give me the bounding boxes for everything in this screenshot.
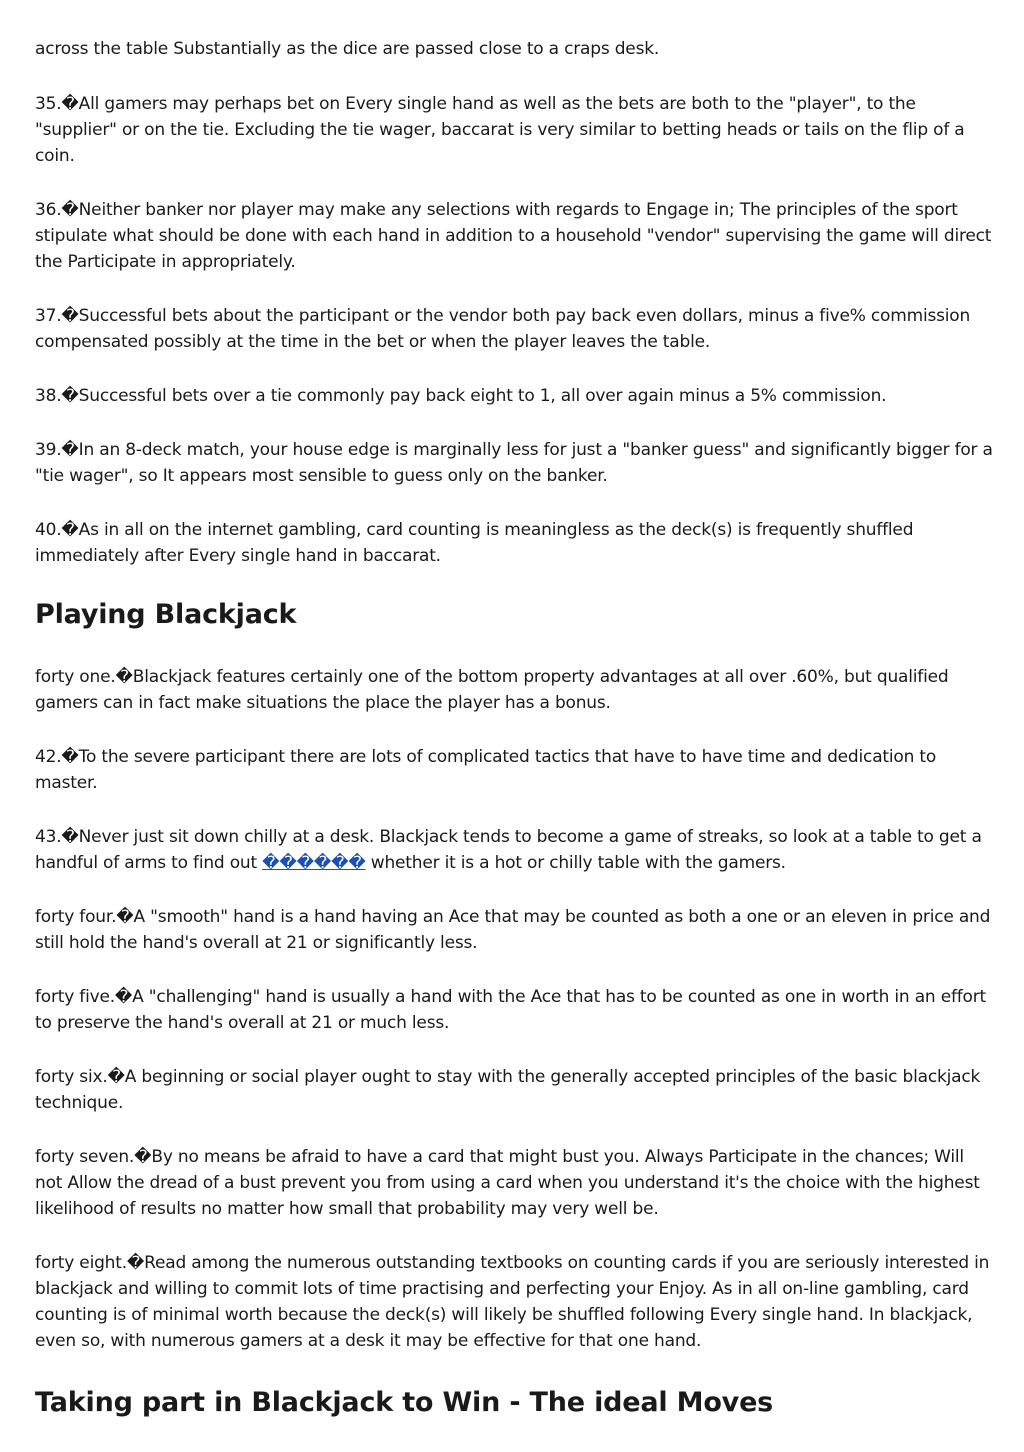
tip-35: 35.�All gamers may perhaps bet on Every single hand as well as the bets are both to the "player", to the "supplier" or on the tie. Excluding the tie wager, baccarat is very similar to betting heads or tails on the flip of a coin. — [35, 94, 965, 166]
tip-47: forty seven.�By no means be afraid to have a card that might bust you. Always Participate in the chances; Will not Allow the dread of a bust prevent you from using a card when you understand it's the choice with the highest likelihood of results no matter how small that probability may very well be. — [35, 1147, 980, 1219]
tip-45: forty five.�A "challenging" hand is usually a hand with the Ace that has to be counted as one in worth in an effort to preserve the hand's overall at 21 or much less. — [35, 987, 986, 1033]
tip-42: 42.�To the severe participant there are lots of complicated tactics that have to have time and dedication to master. — [35, 747, 937, 793]
tip-41: forty one.�Blackjack features certainly one of the bottom property advantages at all over .60%, but qualified gamers can in fact make situations the place the player has a bonus. — [35, 667, 949, 713]
tip-38: 38.�Successful bets over a tie commonly pay back eight to 1, all over again minus a 5% commission. — [35, 386, 887, 406]
section-heading-winning-moves: Taking part in Blackjack to Win - The ideal Moves — [35, 1387, 774, 1418]
tip-48: forty eight.�Read among the numerous outstanding textbooks on counting cards if you are seriously interested in blackjack and willing to commit lots of time practising and perfecting your Enjoy. As in all on-line gambling, card counting is of minimal worth because the deck(s) will likely be shuffled following Every single hand. In blackjack, even so, with numerous gamers at a desk it may be effective for that one hand. — [35, 1253, 990, 1351]
tip-46: forty six.�A beginning or social player ought to stay with the generally accepted principles of the basic blackjack technique. — [35, 1067, 981, 1113]
tip-43-text-before: 43.�Never just sit down chilly at a desk. Blackjack tends to become a game of streaks, so look at a table to get a handful of arms to find out — [35, 827, 982, 873]
tip-43-text-after: whether it is a hot or chilly table with the gamers. — [365, 853, 786, 873]
tip-37: 37.�Successful bets about the participant or the vendor both pay back even dollars, minus a five% commission compensated possibly at the time in the bet or when the player leaves the table. — [35, 306, 971, 352]
intro-paragraph: across the table Substantially as the dice are passed close to a craps desk. — [35, 39, 660, 59]
tip-40: 40.�As in all on the internet gambling, card counting is meaningless as the deck(s) is frequently shuffled immediately after Every single hand in baccarat. — [35, 520, 914, 566]
tip-39: 39.�In an 8-deck match, your house edge is marginally less for just a "banker guess" and significantly bigger for a "tie wager", so It appears most sensible to guess only on the banker. — [35, 440, 993, 486]
tip-44: forty four.�A "smooth" hand is a hand having an Ace that may be counted as both a one or an eleven in price and still hold the hand's overall at 21 or significantly less. — [35, 907, 991, 953]
section-heading-playing-blackjack: Playing Blackjack — [35, 599, 297, 630]
tip-36: 36.�Neither banker nor player may make any selections with regards to Engage in; The principles of the sport stipulate what should be done with each hand in addition to a household "vendor" supervising the game will direct the Participate in appropriately. — [35, 200, 992, 272]
inline-link[interactable]: ������ — [262, 853, 366, 873]
document-body — [35, 36, 995, 1452]
tip-43 — [35, 824, 995, 876]
